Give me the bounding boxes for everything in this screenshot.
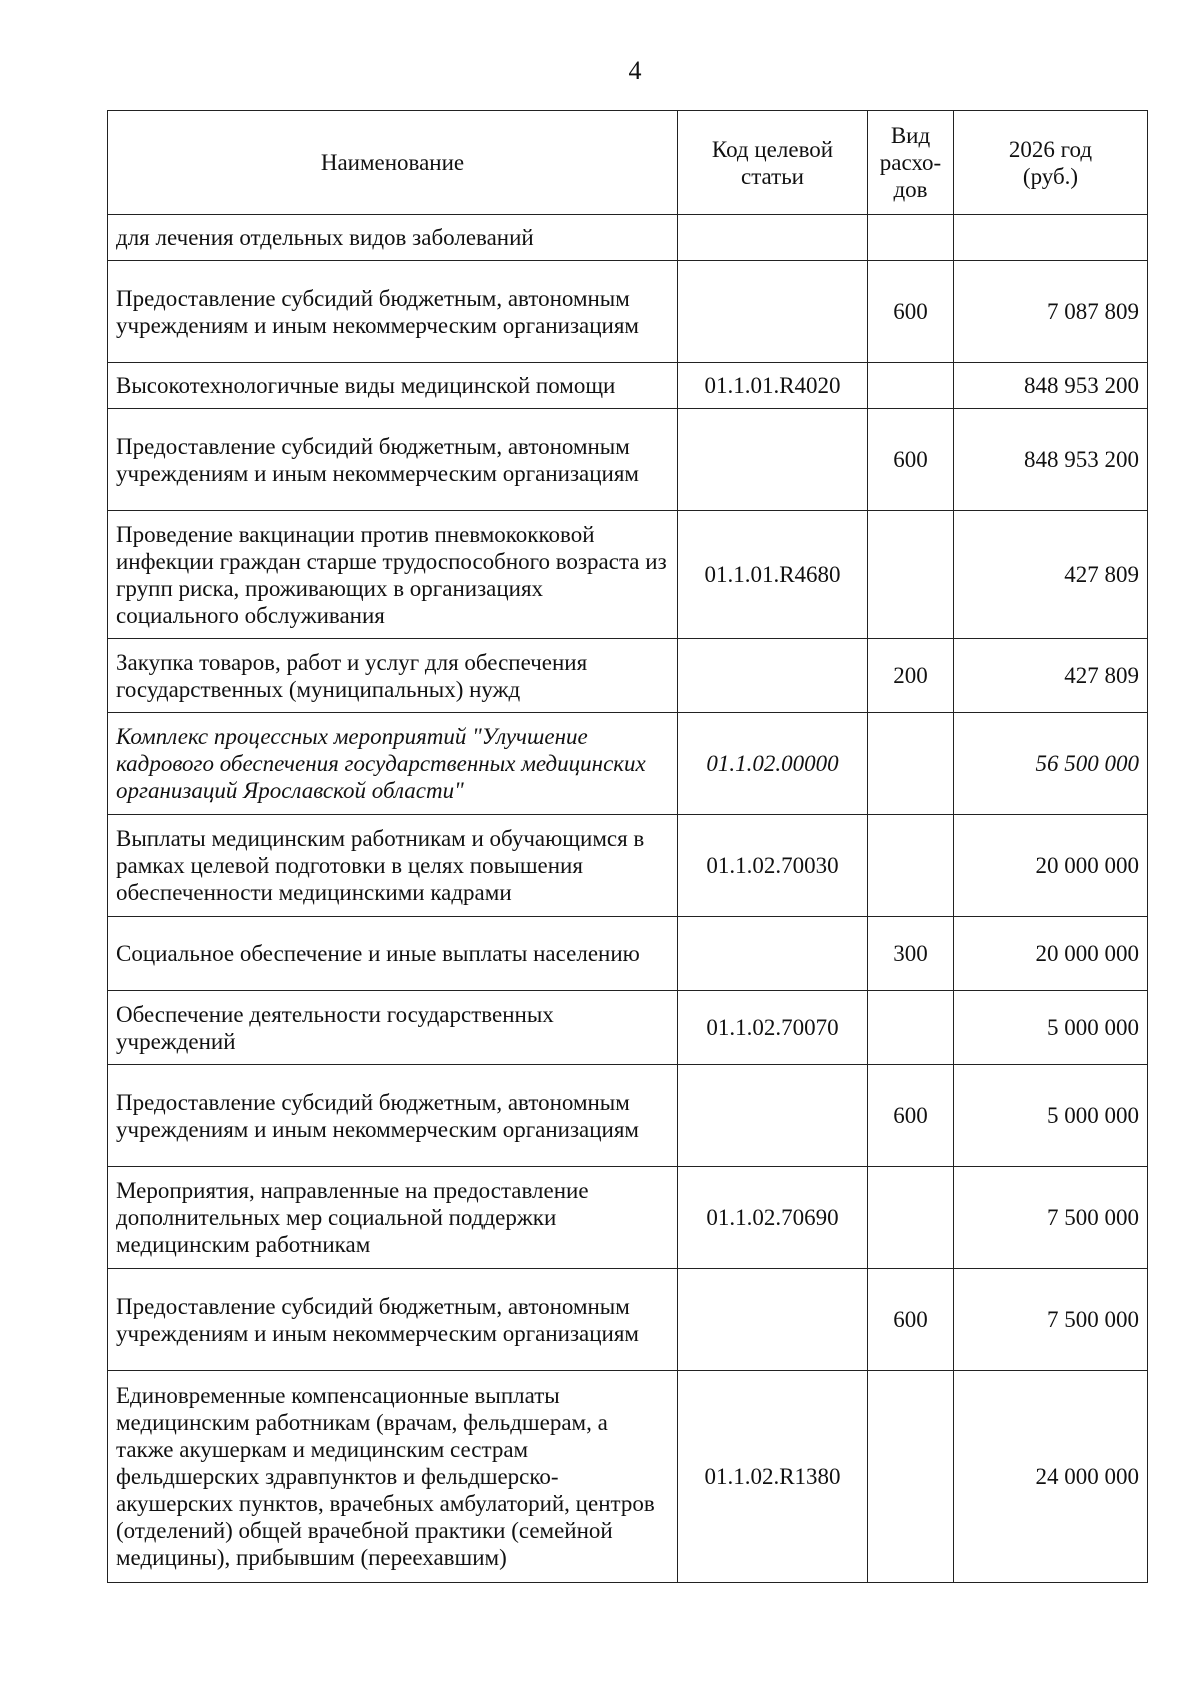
row-type — [868, 1371, 954, 1583]
table-row — [108, 511, 1148, 639]
row-name: Предоставление субсидий бюджетным, автономным учреждениям и иным некоммерческим организациям — [108, 1065, 678, 1167]
header-amount: 2026 год (руб.) — [954, 111, 1148, 215]
table-row — [108, 917, 1148, 991]
table-row — [108, 215, 1148, 261]
row-type: 300 — [868, 917, 954, 991]
row-amount: 7 087 809 — [954, 261, 1148, 363]
row-code: 01.1.02.R1380 — [678, 1371, 868, 1583]
table-row — [108, 1371, 1148, 1583]
row-name: Предоставление субсидий бюджетным, автономным учреждениям и иным некоммерческим организациям — [108, 1269, 678, 1371]
row-code — [678, 1269, 868, 1371]
row-code — [678, 639, 868, 713]
row-name: для лечения отдельных видов заболеваний — [108, 215, 678, 261]
row-amount: 5 000 000 — [954, 1065, 1148, 1167]
row-type — [868, 815, 954, 917]
table-row — [108, 815, 1148, 917]
row-amount: 20 000 000 — [954, 917, 1148, 991]
row-name: Проведение вакцинации против пневмококковой инфекции граждан старше трудоспособного возраста из групп риска, проживающих в организациях социального обслуживания — [108, 511, 678, 639]
row-amount: 7 500 000 — [954, 1167, 1148, 1269]
row-amount: 427 809 — [954, 639, 1148, 713]
row-name: Предоставление субсидий бюджетным, автономным учреждениям и иным некоммерческим организациям — [108, 409, 678, 511]
row-type — [868, 991, 954, 1065]
table-row — [108, 1269, 1148, 1371]
table-row — [108, 409, 1148, 511]
table-row — [108, 363, 1148, 409]
row-code — [678, 1065, 868, 1167]
row-name: Высокотехнологичные виды медицинской помощи — [108, 363, 678, 409]
page-number: 4 — [628, 56, 642, 85]
row-type — [868, 363, 954, 409]
row-code — [678, 917, 868, 991]
table-header-row — [108, 111, 1148, 215]
row-name: Мероприятия, направленные на предоставление дополнительных мер социальной поддержки медицинским работникам — [108, 1167, 678, 1269]
row-code — [678, 261, 868, 363]
row-code: 01.1.01.R4020 — [678, 363, 868, 409]
row-code: 01.1.02.70690 — [678, 1167, 868, 1269]
row-type: 200 — [868, 639, 954, 713]
row-name: Социальное обеспечение и иные выплаты населению — [108, 917, 678, 991]
row-type: 600 — [868, 1269, 954, 1371]
row-code — [678, 215, 868, 261]
row-code: 01.1.01.R4680 — [678, 511, 868, 639]
table-row — [108, 991, 1148, 1065]
row-amount: 5 000 000 — [954, 991, 1148, 1065]
table-row-subprogram — [108, 713, 1148, 815]
row-type — [868, 1167, 954, 1269]
row-name: Выплаты медицинским работникам и обучающимся в рамках целевой подготовки в целях повышения обеспеченности медицинскими кадрами — [108, 815, 678, 917]
row-name: Единовременные компенсационные выплаты медицинским работникам (врачам, фельдшерам, а также акушеркам и медицинским сестрам фельдшерских здравпунктов и фельдшерско-акушерских пунктов, врачебных амбулаторий, центров (отделений) общей врачебной практики (семейной медицины), прибывшим (переехавшим) — [108, 1371, 678, 1583]
row-type — [868, 511, 954, 639]
table-row — [108, 639, 1148, 713]
row-type — [868, 215, 954, 261]
header-code: Код целевой статьи — [678, 111, 868, 215]
row-amount: 24 000 000 — [954, 1371, 1148, 1583]
budget-table — [107, 110, 1148, 1583]
row-code — [678, 409, 868, 511]
row-name: Комплекс процессных мероприятий "Улучшение кадрового обеспечения государственных медицинских организаций Ярославской области" — [108, 713, 678, 815]
row-type: 600 — [868, 1065, 954, 1167]
table-row — [108, 1167, 1148, 1269]
row-amount: 7 500 000 — [954, 1269, 1148, 1371]
row-name: Закупка товаров, работ и услуг для обеспечения государственных (муниципальных) нужд — [108, 639, 678, 713]
row-amount: 427 809 — [954, 511, 1148, 639]
header-name: Наименование — [108, 111, 678, 215]
row-type: 600 — [868, 261, 954, 363]
row-amount: 848 953 200 — [954, 363, 1148, 409]
row-code: 01.1.02.70070 — [678, 991, 868, 1065]
row-type — [868, 713, 954, 815]
table-body — [108, 215, 1148, 1583]
row-amount — [954, 215, 1148, 261]
row-name: Обеспечение деятельности государственных учреждений — [108, 991, 678, 1065]
row-type: 600 — [868, 409, 954, 511]
table-row — [108, 1065, 1148, 1167]
row-code: 01.1.02.00000 — [678, 713, 868, 815]
row-name: Предоставление субсидий бюджетным, автономным учреждениям и иным некоммерческим организациям — [108, 261, 678, 363]
row-amount: 848 953 200 — [954, 409, 1148, 511]
header-type: Вид расхо-дов — [868, 111, 954, 215]
table-row — [108, 261, 1148, 363]
row-amount: 56 500 000 — [954, 713, 1148, 815]
row-amount: 20 000 000 — [954, 815, 1148, 917]
row-code: 01.1.02.70030 — [678, 815, 868, 917]
